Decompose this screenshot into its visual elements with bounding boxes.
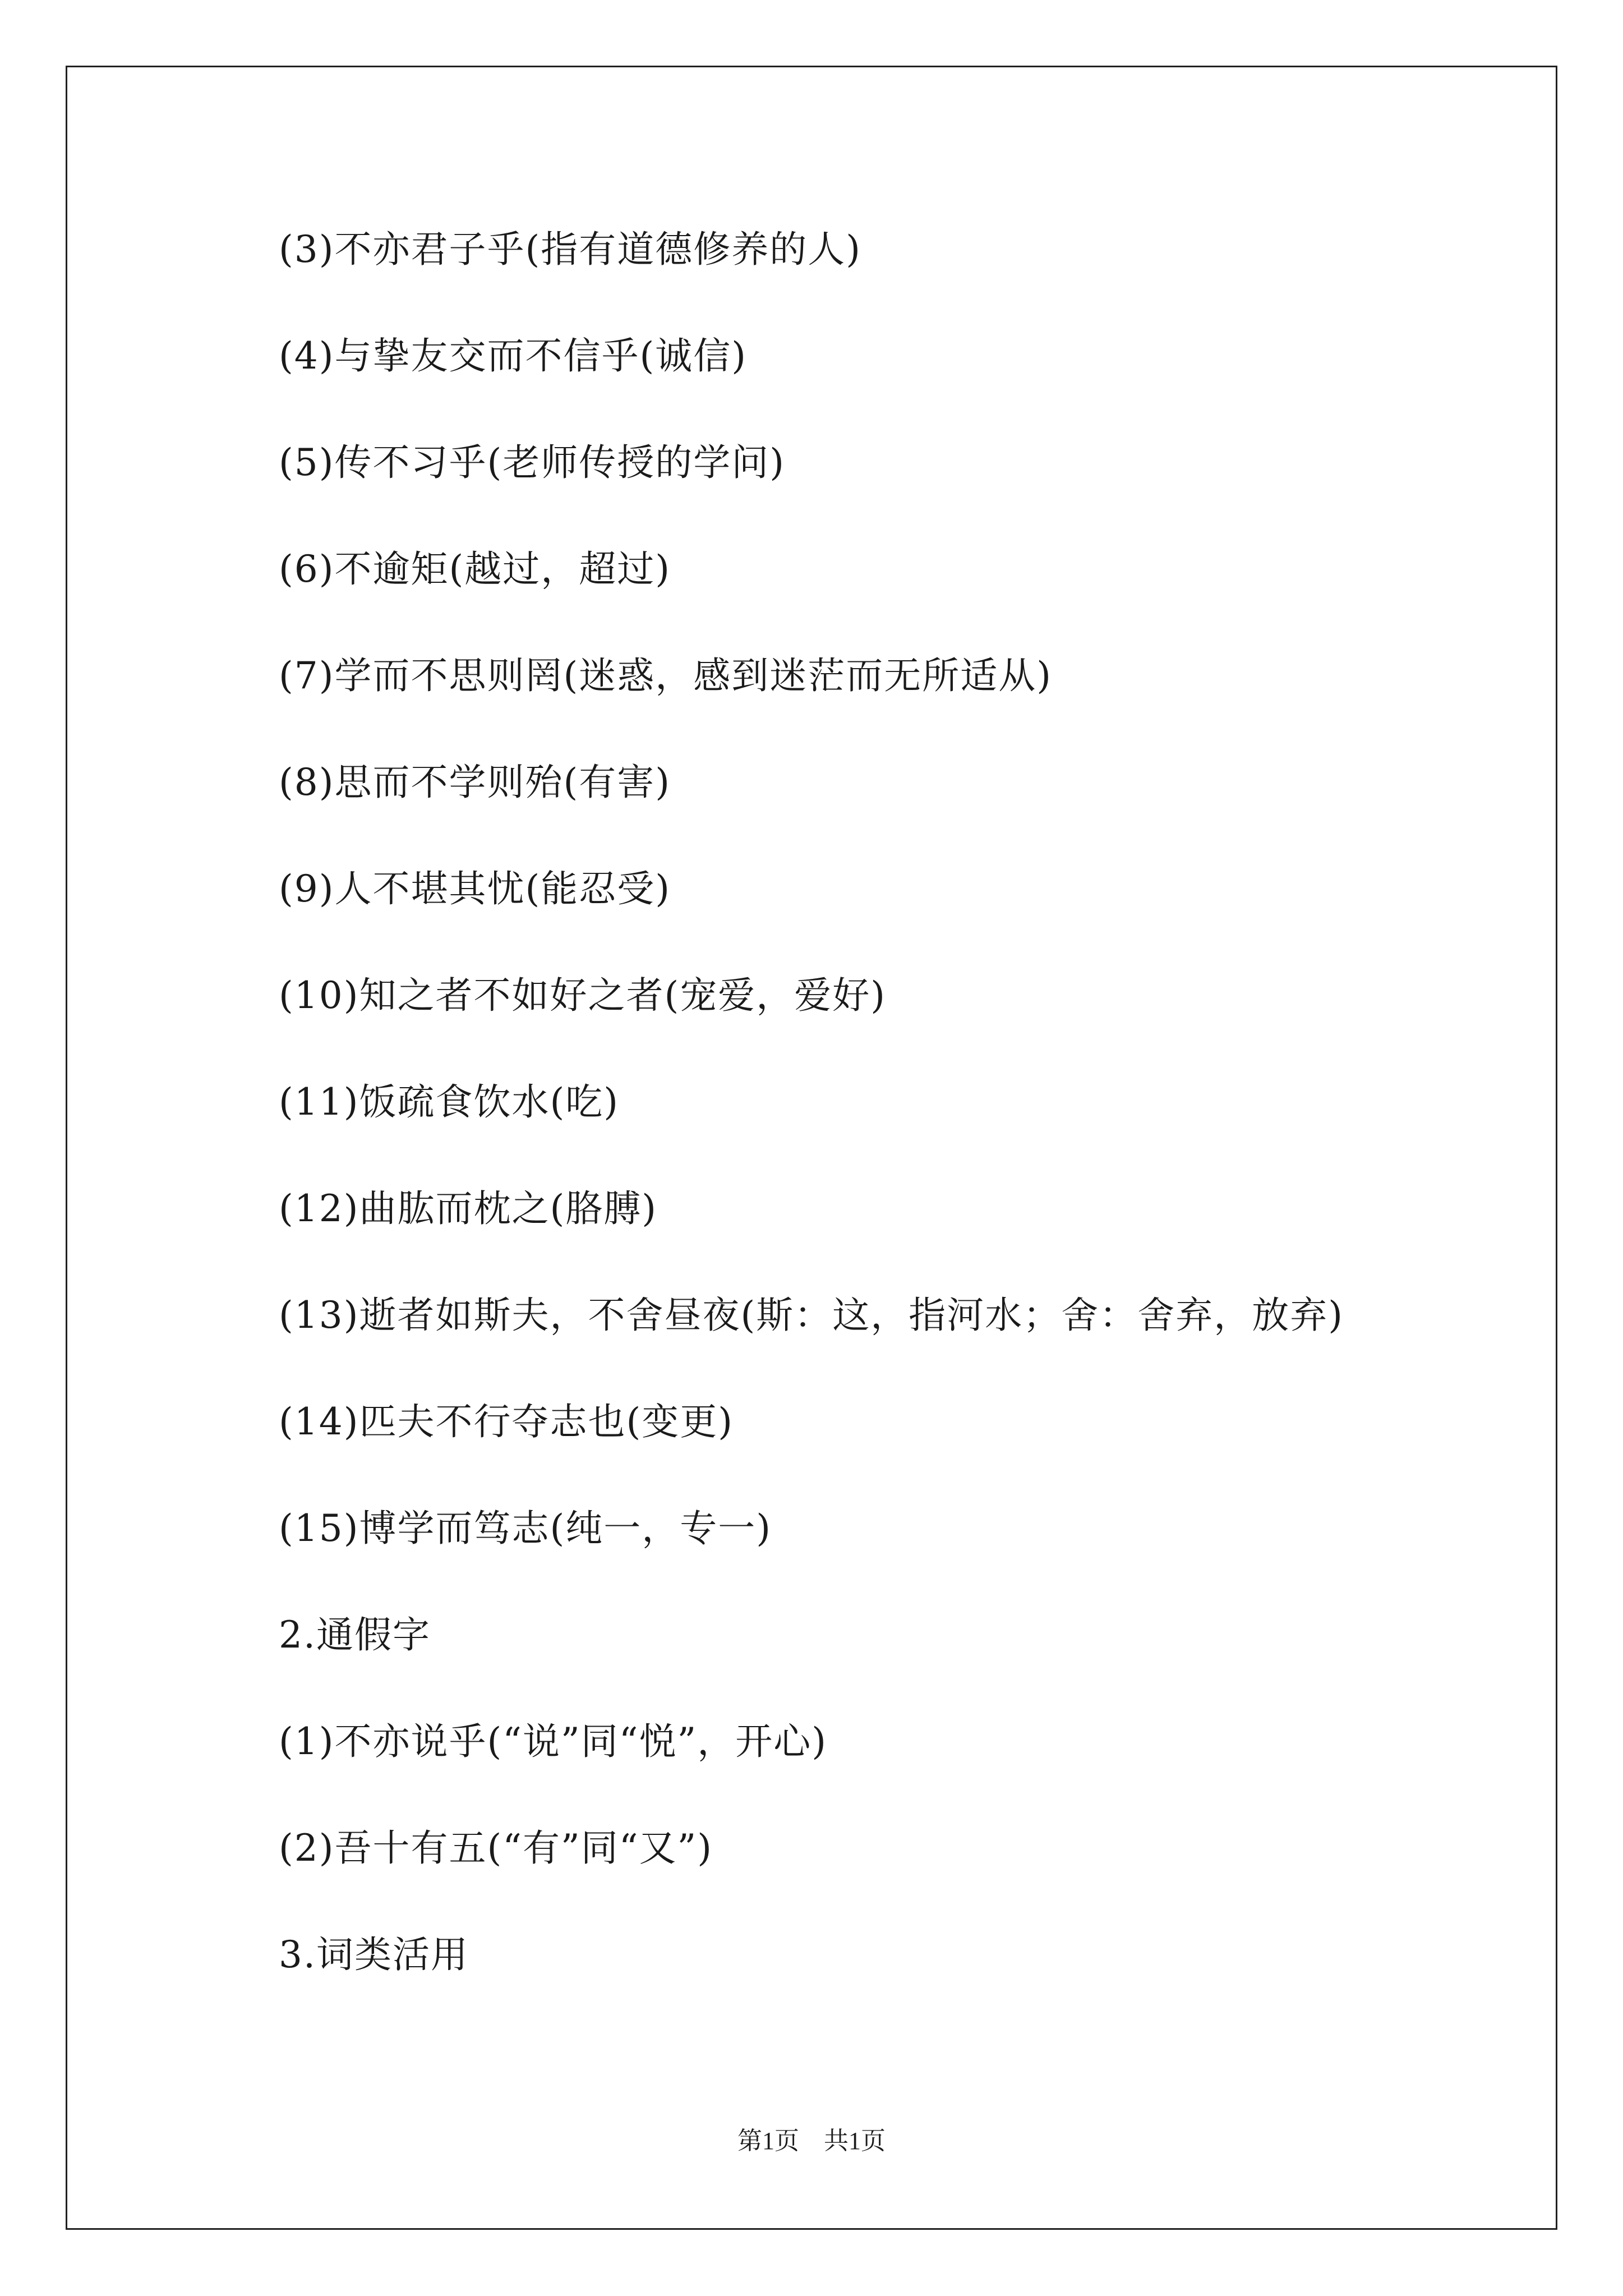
- body-line-12: (14)匹夫不行夺志也(变更): [279, 1400, 734, 1443]
- body-line-15: (1)不亦说乎(“说”同“悦”，开心): [279, 1720, 827, 1763]
- page-footer: [0, 2124, 1623, 2158]
- page-number-total: 共1页: [824, 2127, 886, 2155]
- section-heading-cileihuoyong: 3.词类活用: [279, 1933, 469, 1976]
- body-line-11: (13)逝者如斯夫，不舍昼夜(斯：这，指河水；舍：舍弃，放弃): [279, 1294, 1344, 1337]
- page-number-current: 第1页: [737, 2127, 799, 2155]
- body-line-3: (5)传不习乎(老师传授的学问): [279, 441, 785, 484]
- page-border: [66, 66, 1557, 2230]
- body-line-16: (2)吾十有五(“有”同“又”): [279, 1826, 713, 1870]
- body-line-2: (4)与挚友交而不信乎(诚信): [279, 334, 747, 378]
- section-heading-tongjiazi: 2.通假字: [279, 1613, 431, 1657]
- body-line-7: (9)人不堪其忧(能忍受): [279, 867, 671, 910]
- body-line-13: (15)博学而笃志(纯一，专一): [279, 1507, 772, 1550]
- body-line-8: (10)知之者不如好之者(宠爱，爱好): [279, 974, 886, 1017]
- body-line-1: (3)不亦君子乎(指有道德修养的人): [279, 228, 861, 271]
- body-line-10: (12)曲肱而枕之(胳膊): [279, 1187, 657, 1230]
- body-line-4: (6)不逾矩(越过，超过): [279, 547, 671, 591]
- body-line-6: (8)思而不学则殆(有害): [279, 761, 671, 804]
- body-line-5: (7)学而不思则罔(迷惑，感到迷茫而无所适从): [279, 654, 1052, 697]
- body-line-9: (11)饭疏食饮水(吃): [279, 1080, 619, 1124]
